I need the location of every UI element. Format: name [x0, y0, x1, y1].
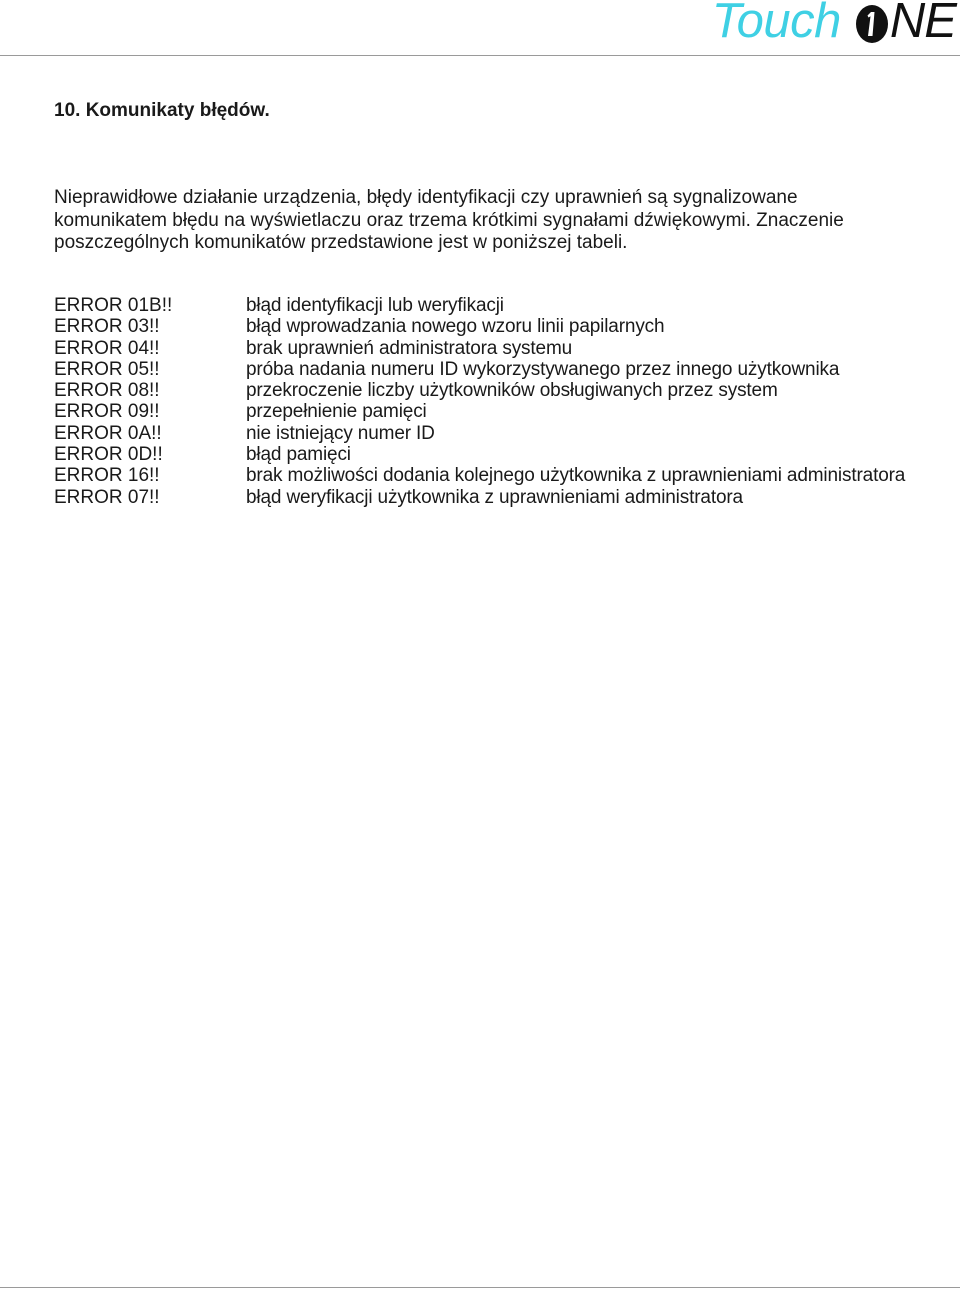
- one-digit-logo-icon: [855, 1, 889, 41]
- error-code: ERROR 04!!: [54, 337, 160, 359]
- touch-one-logo: [712, 0, 956, 48]
- error-description: błąd wprowadzania nowego wzoru linii papilarnych: [246, 316, 665, 338]
- table-row: [54, 423, 954, 444]
- error-code: ERROR 05!!: [54, 358, 160, 380]
- error-description: błąd weryfikacji użytkownika z uprawnieniami administratora: [246, 486, 743, 508]
- table-row: [54, 401, 954, 422]
- error-codes-table: [54, 295, 954, 508]
- error-description: nie istniejący numer ID: [246, 422, 435, 444]
- table-row: [54, 444, 954, 465]
- table-row: [54, 465, 954, 486]
- error-code: ERROR 0D!!: [54, 444, 163, 466]
- error-description: brak możliwości dodania kolejnego użytkownika z uprawnieniami administratora: [246, 465, 906, 487]
- intro-paragraph: [54, 187, 954, 255]
- error-code: ERROR 08!!: [54, 380, 160, 402]
- table-row: [54, 338, 954, 359]
- intro-line: poszczególnych komunikatów przedstawione jest w poniższej tabeli.: [54, 232, 628, 253]
- error-description: przepełnienie pamięci: [246, 401, 427, 423]
- error-code: ERROR 0A!!: [54, 422, 162, 444]
- footer-divider: [0, 1287, 960, 1288]
- table-row: [54, 380, 954, 401]
- error-description: przekroczenie liczby użytkowników obsługiwanych przez system: [246, 380, 778, 402]
- intro-line: Nieprawidłowe działanie urządzenia, błędy identyfikacji czy uprawnień są sygnalizowane: [54, 187, 798, 208]
- table-row: [54, 316, 954, 337]
- logo-text-touch: Touch: [711, 0, 841, 48]
- error-description: próba nadania numeru ID wykorzystywanego przez innego użytkownika: [246, 358, 840, 380]
- section-title: 10. Komunikaty błędów.: [54, 100, 270, 121]
- logo-text-ne: NE: [889, 0, 956, 48]
- error-description: błąd pamięci: [246, 444, 351, 466]
- error-code: ERROR 07!!: [54, 486, 160, 508]
- table-row: [54, 295, 954, 316]
- error-description: brak uprawnień administratora systemu: [246, 337, 573, 359]
- error-code: ERROR 03!!: [54, 316, 160, 338]
- table-row: [54, 359, 954, 380]
- table-row: [54, 487, 954, 508]
- intro-line: komunikatem błędu na wyświetlaczu oraz trzema krótkimi sygnałami dźwiękowymi. Znaczenie: [54, 209, 844, 231]
- error-code: ERROR 01B!!: [54, 295, 173, 316]
- error-code: ERROR 16!!: [54, 465, 160, 487]
- error-description: błąd identyfikacji lub weryfikacji: [246, 295, 504, 316]
- error-code: ERROR 09!!: [54, 401, 160, 423]
- header-divider: [0, 55, 960, 56]
